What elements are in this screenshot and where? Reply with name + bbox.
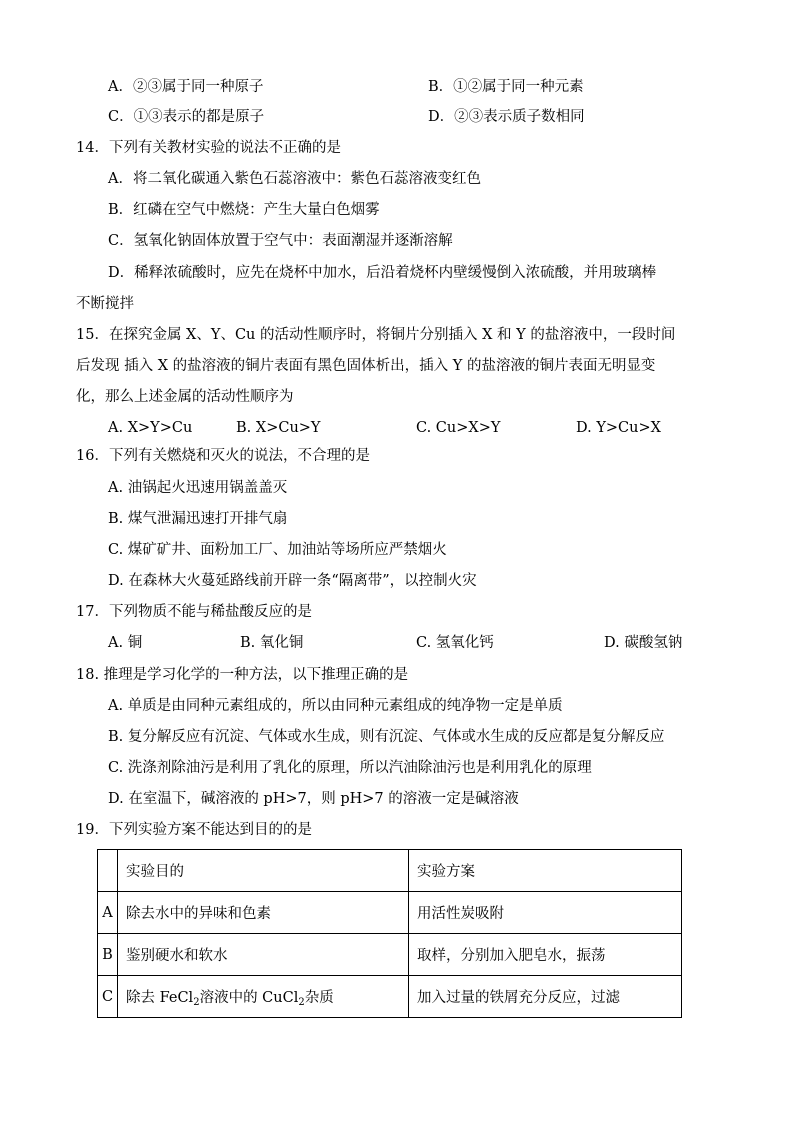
table-row — [98, 976, 682, 1018]
row-label: B — [98, 934, 118, 976]
q15-option-c: C. Cu>X>Y — [416, 420, 501, 436]
row-label: A — [98, 892, 118, 934]
q13-option-c: C．①③表示的都是原子 — [108, 109, 265, 125]
purpose-mid: 溶液中的 CuCl — [199, 989, 299, 1006]
q16-option-b: B. 煤气泄漏迅速打开排气扇 — [108, 511, 288, 527]
row-plan: 取样，分别加入肥皂水，振荡 — [409, 934, 682, 976]
q18-option-c: C. 洗涤剂除油污是利用了乳化的原理，所以汽油除油污也是利用乳化的原理 — [108, 760, 592, 776]
q15-stem-line3: 化，那么上述金属的活动性顺序为 — [76, 389, 294, 405]
q16-option-a: A. 油锅起火迅速用锅盖盖灭 — [108, 480, 288, 496]
table-cell-empty — [98, 850, 118, 892]
q18-stem: 18. 推理是学习化学的一种方法，以下推理正确的是 — [76, 667, 409, 683]
q13-option-b: B．①②属于同一种元素 — [428, 79, 584, 95]
q15-stem-line1: 15．在探究金属 X、Y、Cu 的活动性顺序时，将铜片分别插入 X 和 Y 的盐溶液中，一段时间 — [76, 327, 676, 343]
q16-option-d: D. 在森林大火蔓延路线前开辟一条“隔离带”，以控制火灾 — [108, 573, 477, 589]
subscript: 2 — [193, 996, 200, 1008]
row-plan: 加入过量的铁屑充分反应，过滤 — [409, 976, 682, 1018]
q17-stem: 17．下列物质不能与稀盐酸反应的是 — [76, 604, 312, 620]
table-row — [98, 892, 682, 934]
table-header-purpose: 实验目的 — [118, 850, 409, 892]
q15-stem-line2: 后发现 插入 X 的盐溶液的铜片表面有黑色固体析出，插入 Y 的盐溶液的铜片表面无明显变 — [76, 358, 656, 374]
q15-option-b: B. X>Cu>Y — [236, 420, 321, 436]
q15-option-d: D. Y>Cu>X — [576, 420, 661, 436]
table-header-plan: 实验方案 — [409, 850, 682, 892]
row-plan: 用活性炭吸附 — [409, 892, 682, 934]
q14-option-d-line1: D．稀释浓硫酸时，应先在烧杯中加水，后沿着烧杯内壁缓慢倒入浓硫酸，并用玻璃棒 — [108, 265, 657, 281]
q15-option-a: A. X>Y>Cu — [108, 420, 193, 436]
q16-option-c: C. 煤矿矿井、面粉加工厂、加油站等场所应严禁烟火 — [108, 542, 447, 558]
row-label: C — [98, 976, 118, 1018]
q18-option-b: B. 复分解反应有沉淀、气体或水生成，则有沉淀、气体或水生成的反应都是复分解反应 — [108, 729, 665, 745]
q13-option-a: A．②③属于同一种原子 — [108, 79, 264, 95]
q14-option-a: A．将二氧化碳通入紫色石蕊溶液中：紫色石蕊溶液变红色 — [108, 171, 481, 187]
q19-stem: 19．下列实验方案不能达到目的的是 — [76, 822, 312, 838]
row-purpose — [118, 976, 409, 1018]
q16-stem: 16．下列有关燃烧和灭火的说法，不合理的是 — [76, 448, 370, 464]
q18-option-a: A. 单质是由同种元素组成的，所以由同种元素组成的纯净物一定是单质 — [108, 698, 563, 714]
q18-option-d: D. 在室温下，碱溶液的 pH>7，则 pH>7 的溶液一定是碱溶液 — [108, 791, 519, 807]
purpose-pre: 除去 FeCl — [126, 989, 194, 1006]
q13-option-d: D．②③表示质子数相同 — [428, 109, 585, 125]
row-purpose: 除去水中的异味和色素 — [118, 892, 409, 934]
q17-option-c: C. 氢氧化钙 — [416, 635, 494, 651]
table-row — [98, 934, 682, 976]
q17-option-a: A. 铜 — [108, 635, 143, 651]
q14-stem: 14．下列有关教材实验的说法不正确的是 — [76, 140, 341, 156]
q19-table — [97, 849, 682, 1018]
table-header-row — [98, 850, 682, 892]
q14-option-d-line2: 不断搅拌 — [76, 296, 134, 312]
subscript: 2 — [298, 996, 305, 1008]
purpose-post: 杂质 — [304, 989, 334, 1006]
q14-option-b: B．红磷在空气中燃烧：产生大量白色烟雾 — [108, 202, 380, 218]
q17-option-b: B. 氧化铜 — [240, 635, 304, 651]
q14-option-c: C．氢氧化钠固体放置于空气中：表面潮湿并逐渐溶解 — [108, 233, 453, 249]
q17-option-d: D. 碳酸氢钠 — [604, 635, 683, 651]
row-purpose: 鉴别硬水和软水 — [118, 934, 409, 976]
